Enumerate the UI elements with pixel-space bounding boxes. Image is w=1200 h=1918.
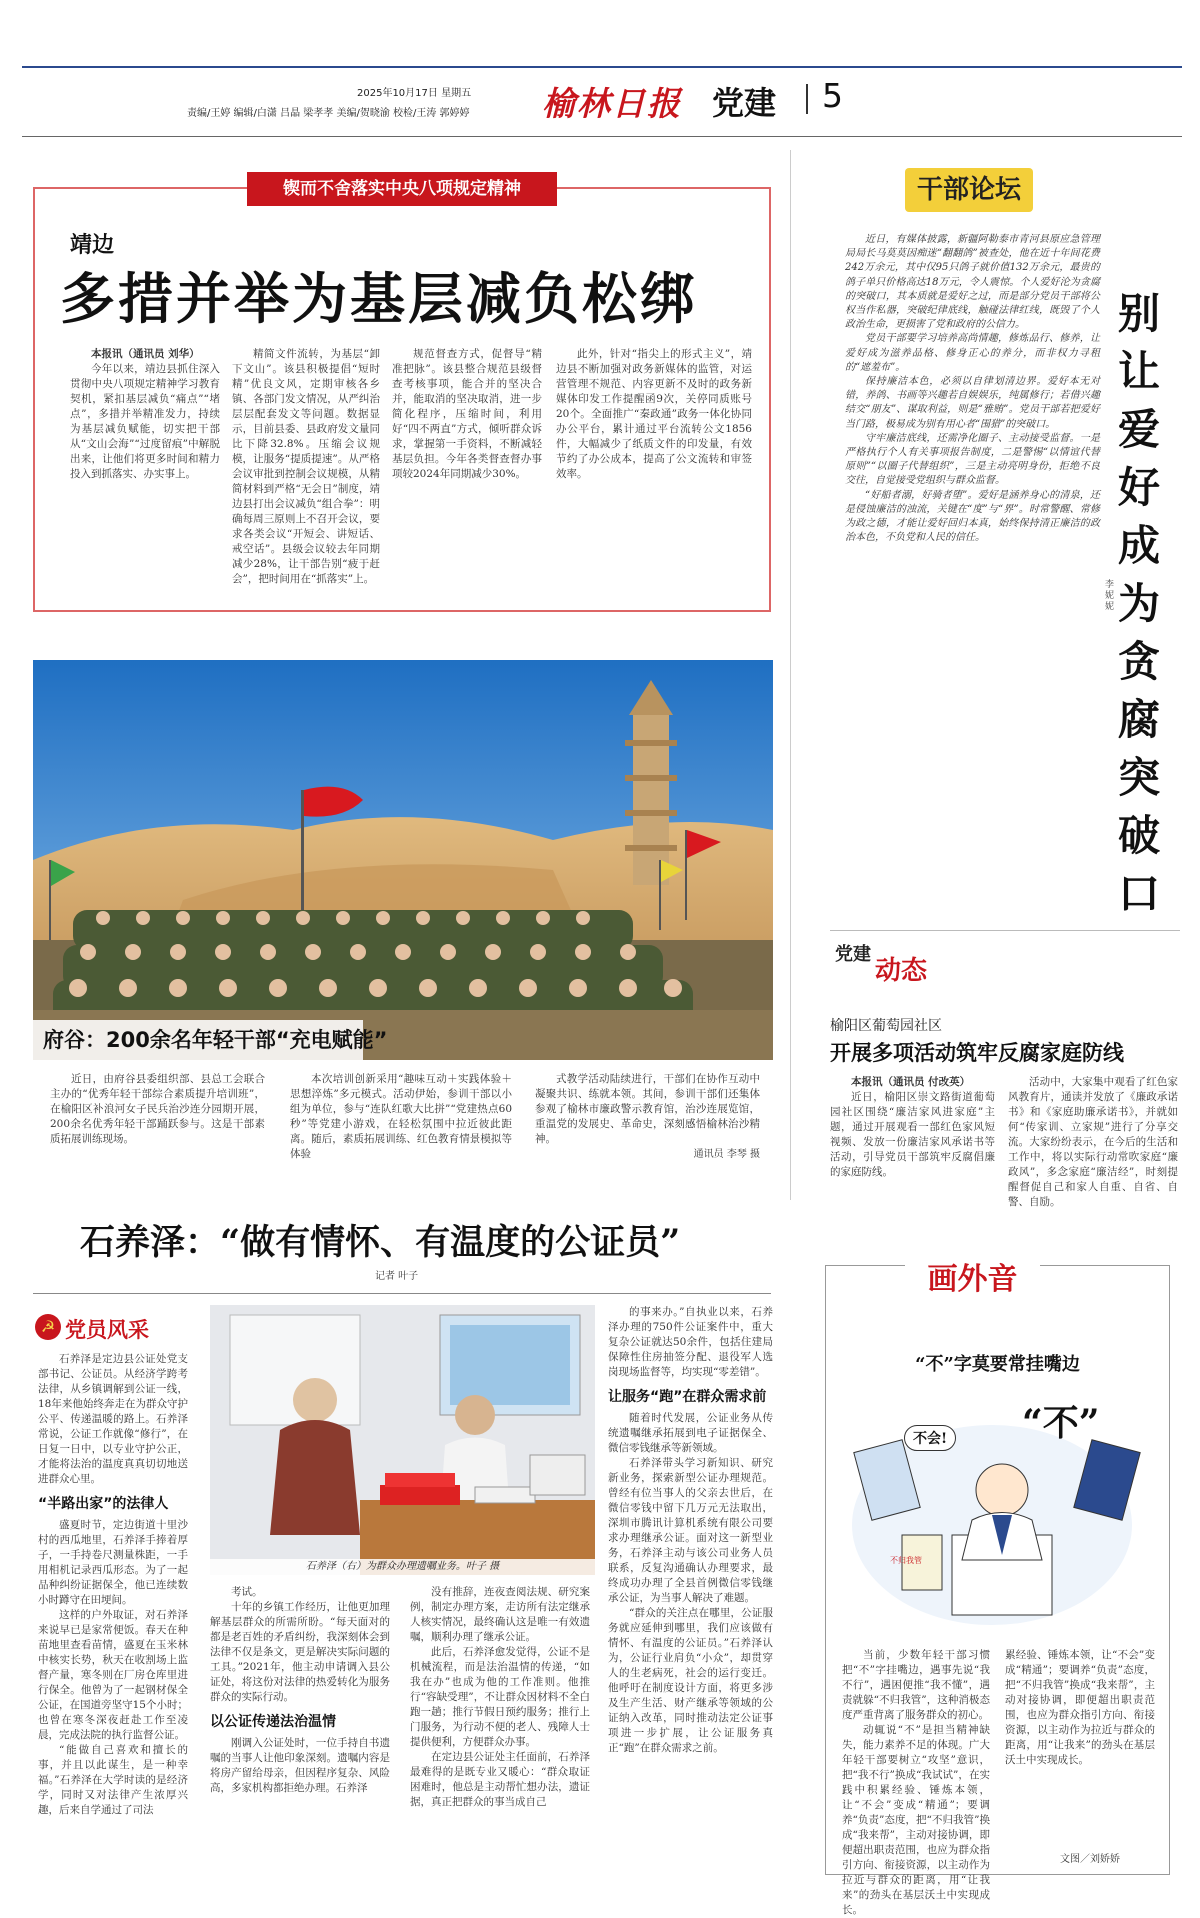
column-para-4: 守牢廉洁底线，还需净化圈子、主动接受监督。一是严格执行个人有关事项报告制度，二是警惕“以情谊代替原则”“以圈子代替组织”，三是主动亮明身份，拒绝不良交往，自觉接受党组织与群众监督。 — [845, 432, 1100, 487]
dynamic-para-2: 活动中，大家集中观看了红色家风教育片，通读并发放了《廉政承诺书》和《家庭助廉承诺书》，并就如何“传家训、立家规”进行了分享交流。大家纷纷表示，在今后的生活和工作中，将以实际行动常吹家庭“廉政风”，多念家庭“廉洁经”，时刻提醒督促自己和家人自重、自省、自警、自励。 — [1008, 1076, 1178, 1208]
dynamic-label — [835, 938, 995, 988]
profile-para-2: 考试。 — [231, 1586, 263, 1598]
profile-subhead-2: 以公证传递法治温情 — [210, 1714, 336, 1730]
profile-col-3 — [410, 1585, 590, 1835]
cartoon-drawing — [842, 1385, 1152, 1640]
profile-col-4 — [608, 1305, 773, 1835]
cartoon-col-2 — [1005, 1648, 1155, 1848]
cartoon-col-1 — [842, 1648, 990, 1916]
profile-subhead-3: 让服务“跑”在群众需求前 — [608, 1389, 767, 1405]
profile-para-3b: 此后，石养泽愈发觉得，公证不是机械流程，而是法治温情的传递，“如我在办”也成为他的工作准则。他推行“容缺受理”，不让群众因材料不全白跑一趟；推行节假日预约服务；推行上门服务，为行动不便的老人、残障人士提供便利，方便群众办事。 — [410, 1646, 590, 1748]
photo-para-1: 近日，由府谷县委组织部、县总工会联合主办的“优秀年轻干部综合素质提升培训班”，在榆阳区补浪河女子民兵治沙连分园期开展，200余名优秀年轻干部踊跃参与。这是干部素质拓展训练现场。 — [50, 1073, 265, 1145]
cartoon-illustration — [842, 1385, 1152, 1640]
dynamic-label-a: 党建 — [835, 944, 871, 965]
lead-col-4 — [556, 347, 752, 597]
profile-para-1c: 这样的户外取证，对石养泽来说早已是家常便饭。春天在种苗地里查看苗情，盛夏在玉米林中核实长势，秋天在收割场上监督产量，寒冬则在厂房仓库里进行保全。他曾为了一起钢材保全公证，在国道旁坚守15个小时；也曾在寒冬深夜赶赴工作至凌晨，完成法院的执行监督公证。 — [38, 1609, 188, 1741]
cartoon-bubble-1: 不会! — [904, 1425, 956, 1451]
lead-headline: 多措并举为基层减负松绑 — [60, 267, 699, 331]
lead-col-1 — [70, 347, 220, 597]
header — [22, 70, 1182, 132]
cartoon-title-text: 画外音 — [927, 1262, 1018, 1297]
profile-para-2b: 十年的乡镇工作经历，让他更加理解基层群众的所需所盼。“每天面对的都是老百姓的矛盾纠纷，我深刻体会到法律不仅是条文，更是解决实际问题的工具。”2021年，他主动申请调入县公证处，将这份对法律的热爱转化为服务群众的实际行动。 — [210, 1601, 390, 1703]
cartoon-headline: “不”字莫要常挂嘴边 — [915, 1354, 1080, 1375]
lead-col-2 — [232, 347, 380, 597]
column-author: 李妮妮 — [1105, 580, 1115, 612]
header-bottom-rule — [22, 136, 1182, 137]
profile-para-2c: 刚调入公证处时，一位手持自书遗嘱的当事人让他印象深刻。遗嘱内容是将房产留给母亲，但因程序复杂、风险高，多家机构都拒绝办理。石养泽 — [210, 1737, 390, 1794]
dynamic-col-2 — [1008, 1075, 1178, 1215]
profile-para-4c: 石养泽带头学习新知识、研究新业务，探索新型公证办理规范。曾经有位当事人的父亲去世后，在微信零钱中留下几万元无法取出，深圳市腾讯计算机系统有限公司要求办理继承公证。面对这一新型业务，石养泽主动与该公司业务人员联系，反复沟通确认办理要求，最终成功办理了全县首例微信零钱继承公证，为当事人解决了难题。 — [608, 1457, 773, 1604]
profile-para-3c: 在定边县公证处主任面前，石养泽最难得的是既专业又暖心：“群众取证困难时，他总是主动帮忙想办法，遗证据，真正把群众的事当成自己 — [410, 1751, 590, 1808]
column-title-text: 干部论坛 — [917, 175, 1022, 205]
column-title — [905, 168, 1033, 212]
photo-caption: 府谷：200余名年轻干部“充电赋能” — [33, 1020, 363, 1060]
header-divider — [806, 84, 808, 114]
profile-para-4b: 随着时代发展，公证业务从传统遗嘱继承拓展到电子证据保全、微信零钱继承等新领域。 — [608, 1412, 773, 1454]
cartoon-para-1: 当前，少数年轻干部习惯把“不”字挂嘴边，遇事先说“我不行”，遇困便推“我不懂”，遇责就躲“不归我管”，这种消极态度严重背离了服务群众的初心。 — [842, 1649, 990, 1721]
profile-rule — [33, 1293, 771, 1294]
profile-badge — [33, 1310, 213, 1346]
section-name: 党建 — [712, 84, 777, 122]
photo-para-3: 式教学活动陆续进行，干部们在协作互动中凝聚共识、练就本领。其间，参训干部们还集体参观了榆林市廉政警示教育馆，治沙连展览馆，重温党的发展史、革命史，深刻感悟榆林治沙精神。 — [535, 1073, 760, 1145]
cartoon-para-2: 动辄说“不”是担当精神缺失，能力素养不足的体现。广大年轻干部要树立“攻坚”意识，把“我不行”换成“我试试”，在实践中积累经验、锤炼本领，让“不会”变成“精通”；要调养“负责”态度，把“不归我管”换成“我来帮”，主动对接协调，即便超出职责范围，也应为群众指引方向、衔接资源，以主动作为拉近与群众的距离，用“让我来”的劲头在基层沃土中实现成长。 — [842, 1724, 990, 1916]
photo-text-col-2 — [290, 1072, 512, 1182]
profile-col-2 — [210, 1585, 390, 1835]
profile-headline: 石养泽：“做有情怀、有温度的公证员” — [80, 1222, 681, 1263]
column-para-1: 近日，有媒体披露，新疆阿勒泰市青河县原应急管理局局长马莫莫因痴迷“翻翻鸽”被查处，他在近十年间花费242万余元，其中仅95只鸽子就价值132万余元，最贵的鸽子单只价格高达18万元，令人震惊。个人爱好沦为贪腐的突破口，其本质就是爱好之过，而是部分党员干部将公权当作私器，突破纪律底线，触碰法律红线，既毁了个人政治生命，更损害了党和政府的公信力。 — [845, 234, 1100, 331]
profile-subhead-1: “半路出家”的法律人 — [38, 1496, 169, 1512]
profile-para-4: 的事来办。”自执业以来，石养泽办理的750件公证案件中，重大复杂公证就达50余件，包括住建局保障性住房抽签分配、退役军人选岗现场监督等，均实现“零差错”。 — [608, 1306, 773, 1378]
dynamic-col-1 — [830, 1075, 995, 1215]
column-para-5: “好船者溺，好骑者堕”。爱好是涵养身心的清泉，还是侵蚀廉洁的浊流，关键在“度”与“界”。时常警醒、常修为政之德，才能让爱好回归本真，始终保持清正廉洁的政治本色，不负党和人民的信任。 — [845, 489, 1100, 544]
lead-col-3 — [392, 347, 542, 597]
training-photo — [33, 660, 773, 1060]
column-headline: 别让爱好成为贪腐突破口 — [1118, 289, 1161, 918]
cartoon-bubble-2: “不” — [1022, 1402, 1100, 1444]
lead-para-1: 今年以来，靖边县抓住深入贯彻中央八项规定精神学习教育契机，紧扣基层减负“痛点”“堵点”，多措并举精准发力，持续为基层减负赋能，切实把干部从“文山会海”“过度留痕”中解脱出来，让他们将更多时间和精力投入到抓落实、办实事上。 — [70, 363, 220, 480]
dynamic-rule — [830, 930, 1180, 931]
photo-credit: 通讯员 李琴 摄 — [693, 1149, 760, 1160]
profile-para-1d: “能做自己喜欢和擅长的事，并且以此谋生，是一种幸福。”石养泽在大学时读的是经济学，同时又对法律产生浓厚兴趣，后来自学通过了司法 — [38, 1744, 188, 1816]
dynamic-label-b: 动态 — [875, 956, 928, 986]
lead-para-2: 精简文件流转，为基层“卸下文山”。该县积极提倡“短时精”优良文风，定期审核各乡镇、各部门发文情况，从严纠治层层配套发文等问题。数据显示，目前县委、县政府发文量同比下降32.8%。压缩会议规模，让服务“提质提速”。从严格会议审批到控制会议规模，从精简材料到严格“无会日”制度，靖边县打出会议减负“组合拳”：明确每周三原则上不召开会议，要求各类会议“开短会、讲短话、戒空话”。县级会议较去年同期减少28%，让干部告别“疲于赶会”，把时间用在“抓落实”上。 — [232, 348, 380, 585]
lead-banner: 锲而不舍落实中央八项规定精神 — [247, 172, 557, 206]
profile-badge-label: 党员风采 — [65, 1318, 149, 1342]
top-rule — [22, 66, 1182, 68]
cartoon-title — [905, 1255, 1040, 1305]
page-number: 5 — [822, 76, 843, 115]
lead-kicker: 靖边 — [70, 233, 115, 258]
lead-para-3: 规范督查方式，促督导“精准把脉”。该县整合规范县级督查考核事项，能合并的坚决合并，能取消的坚决取消，进一步简化程序，压缩时间，利用好“四不两直”方式，倾听群众诉求，掌握第一手资料，不断减轻基层负担。今年各类督查督办事项较2024年同期减少30%。 — [392, 348, 542, 480]
training-photo-illustration — [33, 660, 773, 1060]
profile-reporter: 记者 叶子 — [375, 1271, 419, 1282]
column-para-2: 党员干部要学习培养高尚情趣，修炼品行、修养，让爱好成为滋养品格、修身正心的养分，而非权力寻租的“遮羞布”。 — [845, 333, 1100, 373]
masthead-logo: 榆林日报 — [542, 84, 682, 123]
lead-byline: 本报讯（通讯员 刘华） — [91, 348, 200, 360]
profile-para-1b: 盛夏时节，定边街道十里沙村的西瓜地里，石养泽手捧着厚子，一手持卷尺测量株距，一手用相机记录西瓜形态。为了一起品种纠纷证据保全，他已连续数小时蹲守在田埂间。 — [38, 1519, 188, 1606]
issue-date: 2025年10月17日 星期五 — [357, 88, 472, 99]
profile-para-4d: “群众的关注点在哪里，公证服务就应延伸到哪里，我们应该做有情怀、有温度的公证员。”石养泽认为，公证行业肩负“小众”，却贯穿人的生老病死，社会的运行变迁。他呼吁在制度设计方面，将更多涉及生产生活、财产继承等领域的公证纳入改革，同时推动法定公证事项进一步扩展，让公证服务真正“跑”在群众需求之前。 — [608, 1607, 773, 1754]
profile-photo-illustration — [210, 1305, 595, 1575]
party-emblem-icon: ☭ — [35, 1314, 61, 1340]
cartoon-credit: 文图／刘娇娇 — [1060, 1854, 1120, 1865]
profile-intro: 石养泽是定边县公证处党支部书记、公证员。从经济学跨考法律，从乡镇调解到公证一线，18年来他始终奔走在为群众守护公平、传递温暖的路上。石养泽常说，公证工作就像“修行”，在日复一日中，以专业守护公正，才能将法治的温度真真切切地送进群众心里。 — [38, 1353, 188, 1485]
dynamic-subhead: 榆阳区葡萄园社区 — [830, 1018, 942, 1034]
photo-text-col-3 — [535, 1072, 760, 1182]
dynamic-byline: 本报讯（通讯员 付改英） — [851, 1076, 971, 1088]
profile-para-3: 没有推辞，连夜查阅法规、研究案例，制定办理方案，走访所有法定继承人核实情况，最终确认这是唯一有效遗嘱，顺利办理了继承公证。 — [410, 1586, 590, 1643]
column-vertical-rule — [790, 150, 791, 1200]
column-body — [845, 233, 1100, 893]
profile-photo-caption: 石养泽（右）为群众办理遗嘱业务。叶子 摄 — [210, 1559, 595, 1575]
profile-photo — [210, 1305, 595, 1575]
column-para-3: 保持廉洁本色，必须以自律划清边界。爱好本无对错，养鸽、书画等兴趣若自娱娱乐，纯属修行；若借兴趣结交“朋友”、谋取利益，则是“雅贿”。党员干部若把爱好当门路，极易成为别有用心者“围猎”的突破口。 — [845, 376, 1100, 430]
editor-credits: 责编/王婷 编辑/白潇 吕晶 梁孝孝 美编/贺晓渝 校检/王涛 郭婷婷 — [187, 108, 470, 119]
dynamic-headline: 开展多项活动筑牢反腐家庭防线 — [830, 1041, 1124, 1065]
profile-col-1 — [38, 1352, 188, 1832]
photo-text-col-1 — [50, 1072, 265, 1182]
lead-para-4: 此外，针对“指尖上的形式主义”，靖边县不断加强对政务新媒体的监管，对运营管理不规范、内容更新不及时的政务新媒体印发工作提醒函9次，关停同质账号20个。全面推广“秦政通”政务一体化协同办公平台，累计通过平台流转公文1856件，大幅减少了纸质文件的印发量，有效节约了办公成本，提高了公文流转和审签效率。 — [556, 348, 752, 480]
photo-para-2: 本次培训创新采用“趣味互动＋实践体验＋思想淬炼”多元模式。活动伊始，参训干部以小组为单位，参与“连队红歌大比拼”“党建热点60秒”等党建小游戏，在轻松氛围中拉近彼此距离。随后，素质拓展训练、红色教育情景模拟等体验 — [290, 1073, 512, 1160]
cartoon-bubble-3: 不归我管 — [890, 1556, 922, 1565]
cartoon-para-2-cont: 累经验、锤炼本领，让“不会”变成“精通”；要调养“负责”态度，把“不归我管”换成“我来帮”，主动对接协调，即便超出职责范围，也应为群众指引方向、衔接资源，以主动作为拉近与群众的距离，用“让我来”的劲头在基层沃土中实现成长。 — [1005, 1649, 1155, 1766]
dynamic-para-1: 近日，榆阳区崇文路街道葡萄园社区围绕“廉洁家风进家庭”主题，通过开展观看一部红色家风短视频、发放一份廉洁家风承诺书等活动，引导党员干部筑牢反腐倡廉的家庭防线。 — [830, 1091, 995, 1178]
